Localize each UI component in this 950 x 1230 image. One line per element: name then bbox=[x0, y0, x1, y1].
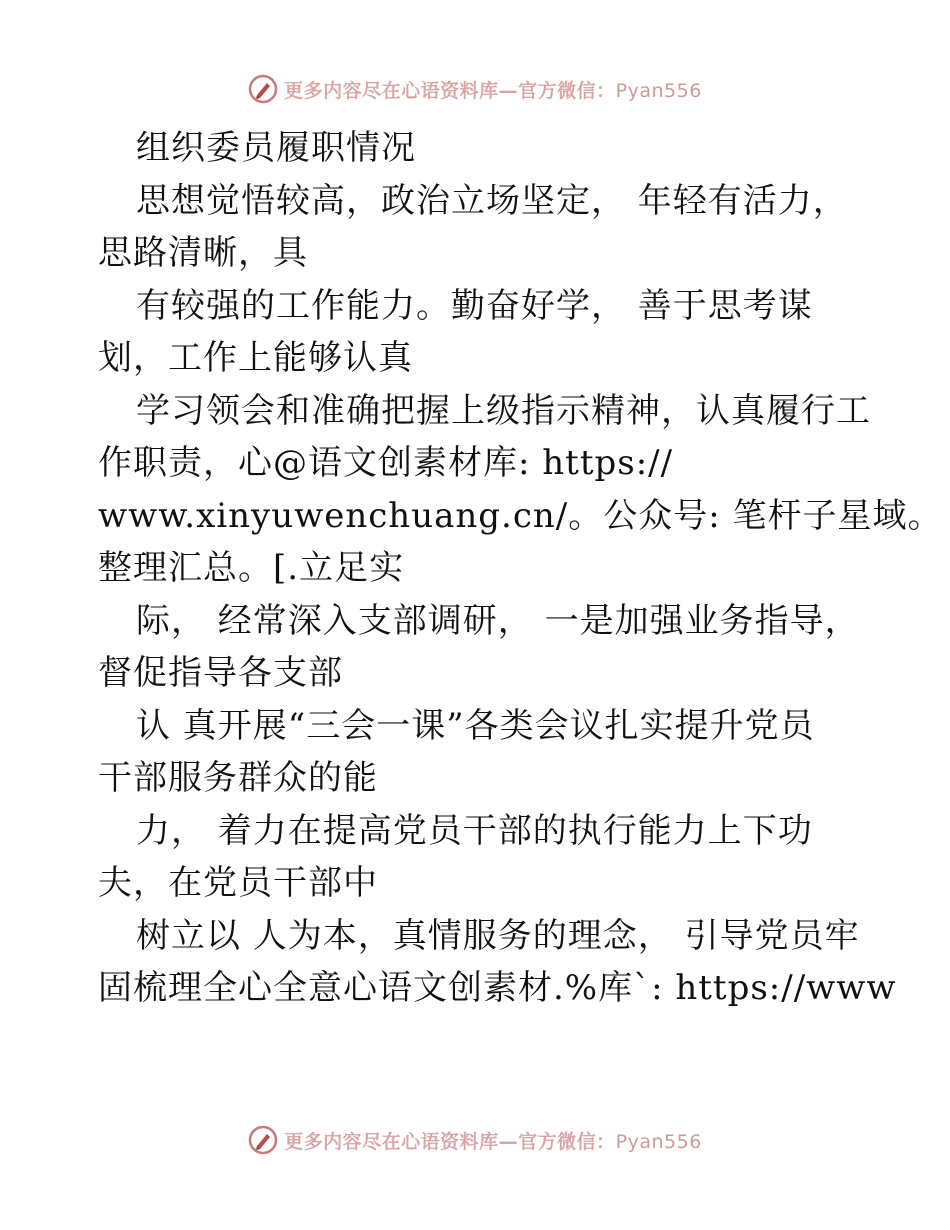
pen-logo-icon bbox=[248, 1125, 278, 1155]
text-line: 整理汇总。[.立足实 bbox=[98, 548, 405, 588]
watermark-text: 更多内容尽在心语资料库—官方微信：Pyan556 bbox=[284, 1130, 702, 1153]
text-line: 树立以 人为本，真情服务的理念， 引导党员牢 bbox=[136, 915, 860, 956]
text-line: 思路清晰，具 bbox=[98, 233, 308, 273]
text-line: 学习领会和准确把握上级指示精神，认真履行工 bbox=[136, 390, 871, 431]
text-line: 力， 着力在提高党员干部的执行能力上下功 bbox=[136, 810, 813, 851]
text-line: www.xinyuwenchuang.cn/。公众号: 笔杆子星域。 bbox=[98, 495, 943, 536]
text-line: 思想觉悟较高，政治立场坚定， 年轻有活力， bbox=[136, 180, 848, 221]
document-body bbox=[98, 122, 943, 1015]
pen-logo-icon bbox=[248, 74, 278, 104]
text-line: 干部服务群众的能 bbox=[98, 758, 378, 798]
text-line: 有较强的工作能力。勤奋好学， 善于思考谋 bbox=[136, 285, 813, 326]
watermark-text: 更多内容尽在心语资料库—官方微信：Pyan556 bbox=[284, 79, 702, 102]
text-line: 作职责，心@语文创素材库: https:// bbox=[98, 443, 674, 483]
text-line: 认 真开展“三会一课”各类会议扎实提升党员 bbox=[136, 705, 815, 746]
text-line: 组织委员履职情况 bbox=[136, 128, 416, 168]
header-watermark bbox=[0, 72, 950, 106]
text-line: 划，工作上能够认真 bbox=[98, 338, 413, 378]
footer-watermark bbox=[0, 1123, 950, 1157]
text-line: 际， 经常深入支部调研， 一是加强业务指导， bbox=[136, 600, 860, 641]
text-line: 固梳理全心全意心语文创素材.%库`: https://www bbox=[98, 968, 897, 1008]
text-line: 督促指导各支部 bbox=[98, 653, 343, 693]
text-line: 夫，在党员干部中 bbox=[98, 863, 378, 903]
